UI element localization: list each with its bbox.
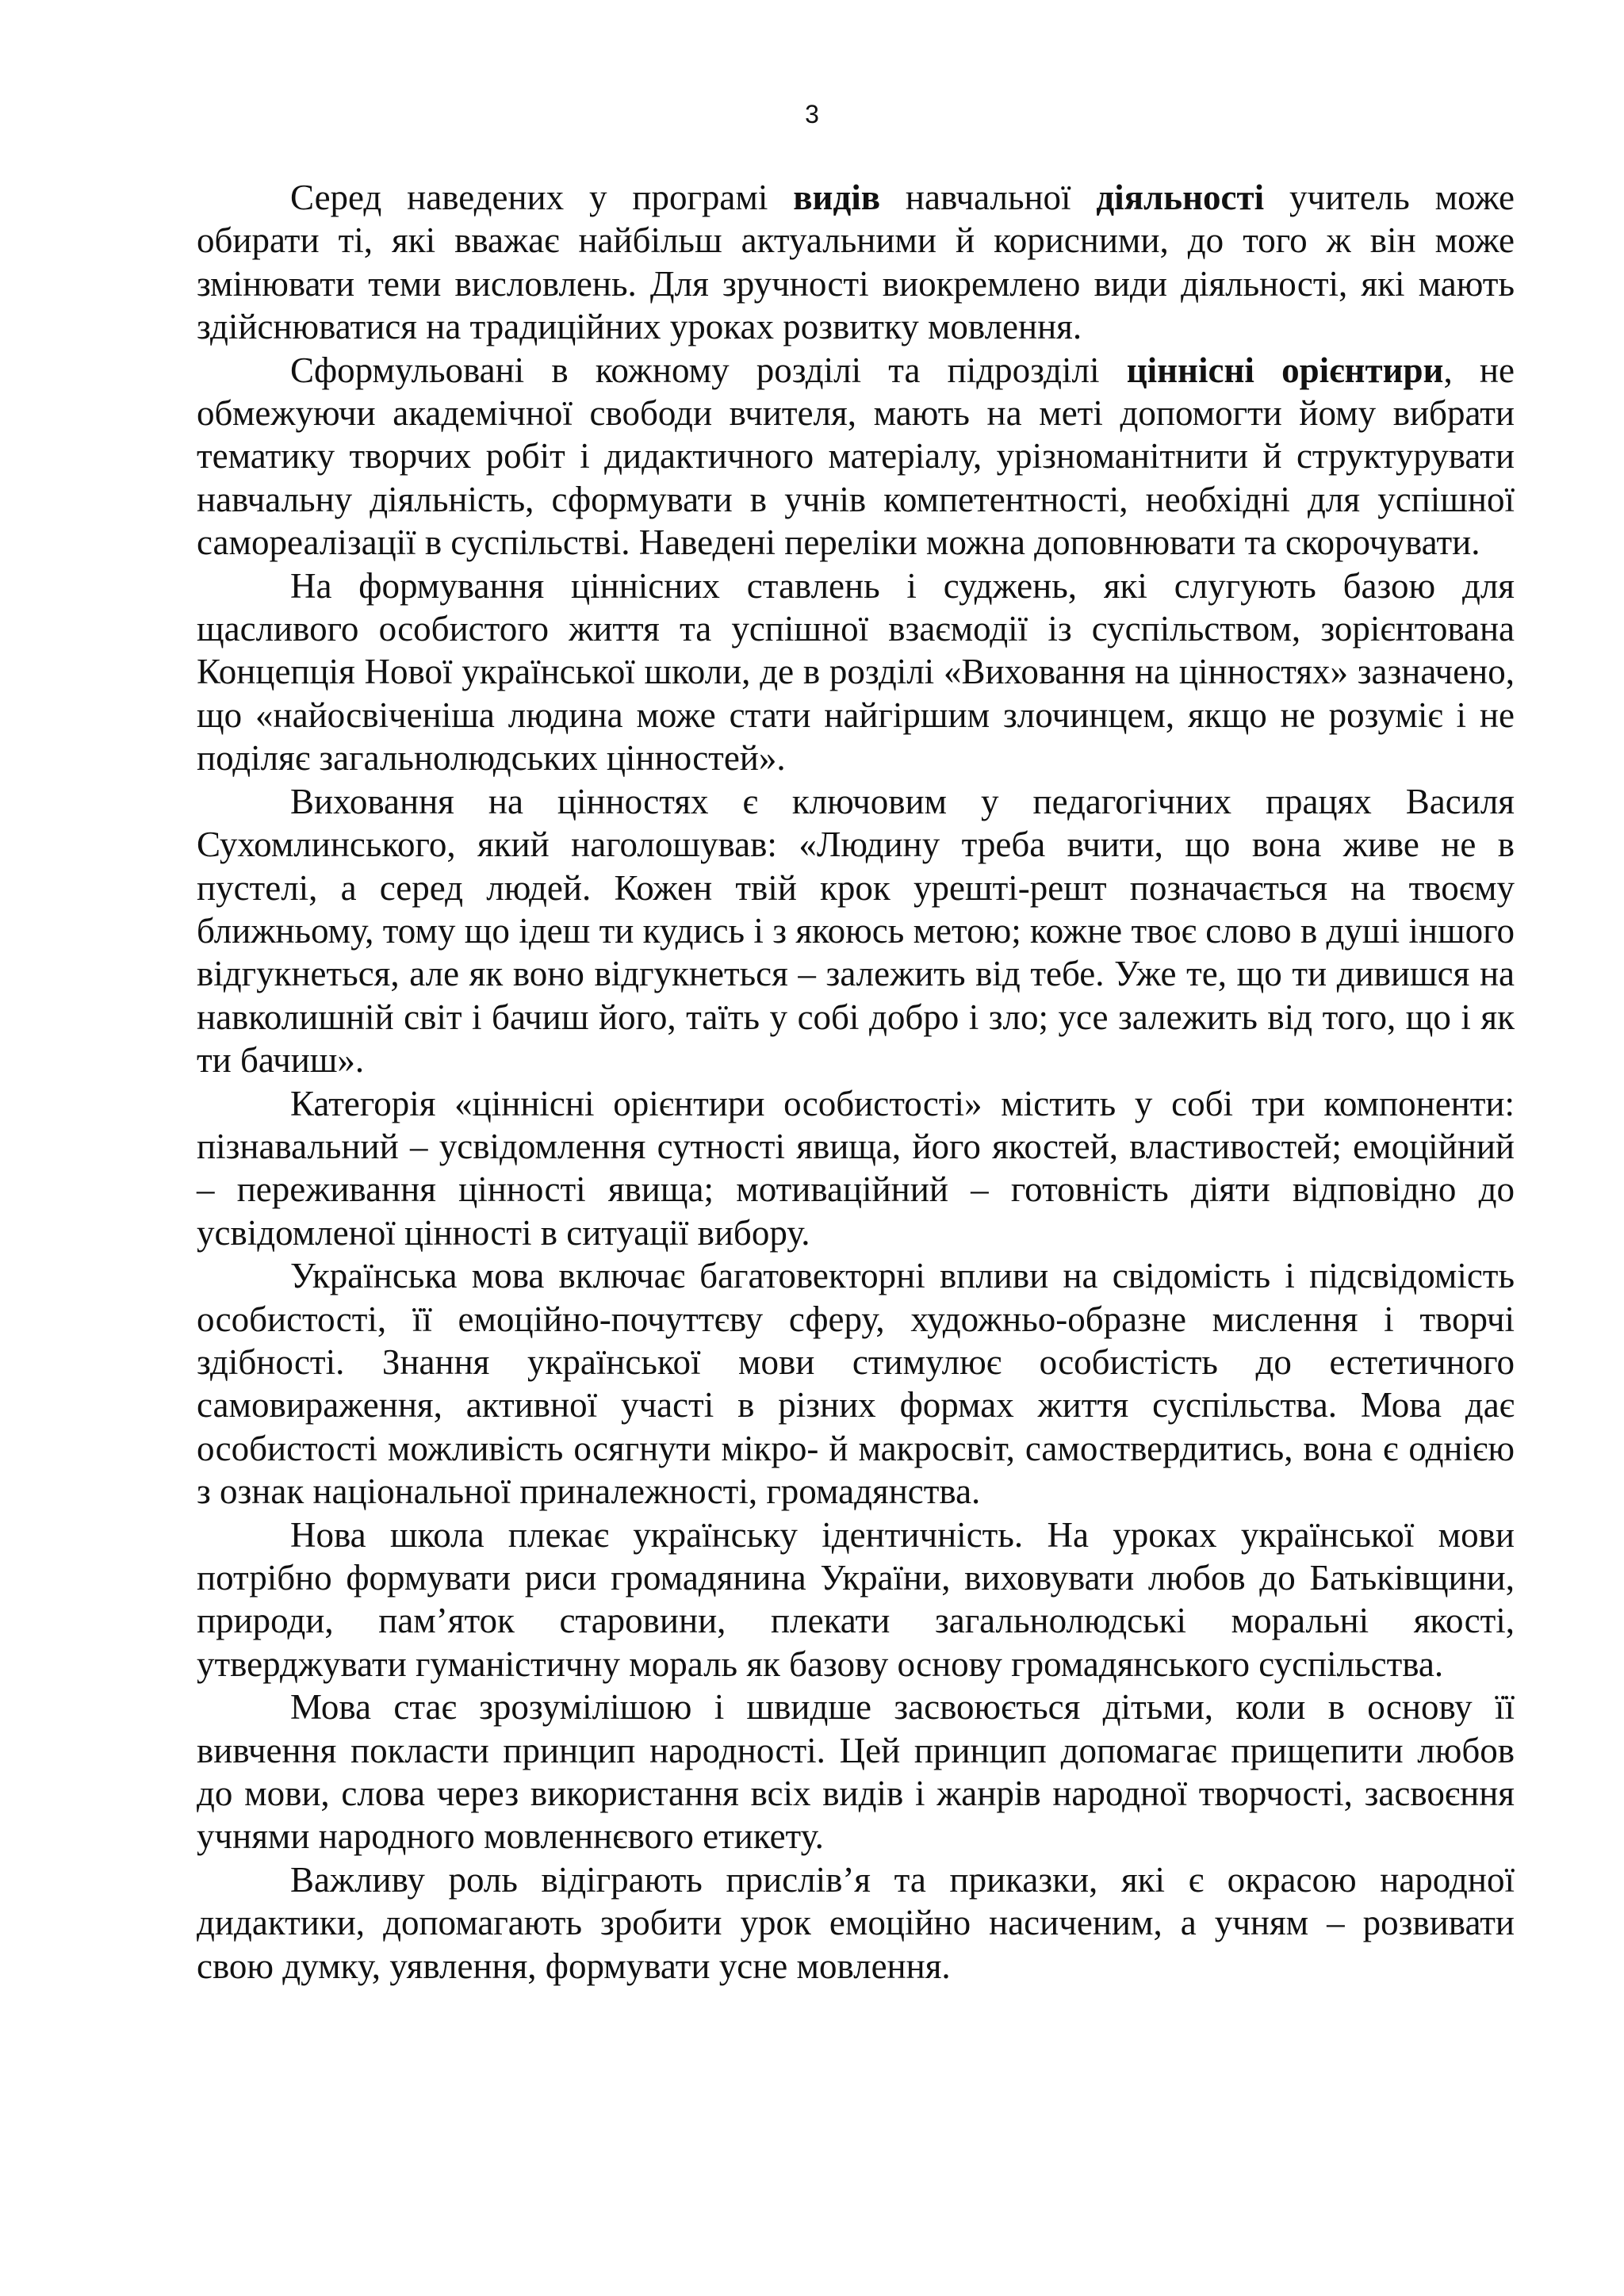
- paragraph-5: Категорія «ціннісні орієнтири особистості» містить у собі три компоненти: пізнавальний – усвідомлення сутності явища, його якостей, властивостей; емоційний – переживання цінності явища; мотиваційний – готовність діяти відповідно до усвідомленої цінності в ситуації вибору.: [197, 1083, 1515, 1253]
- page-number: 3: [805, 100, 819, 128]
- bold-term-activity-types: видів: [793, 178, 881, 217]
- paragraph-1: [197, 176, 1515, 349]
- paragraph-8: Мова стає зрозумілішою і швидше засвоюється дітьми, коли в основу її вивчення покласти принцип народності. Цей принцип допомагає прищепити любов до мови, слова через використання всіх видів і жанрів народної творчості, засвоєння учнями народного мовленнєвого етикету.: [197, 1687, 1515, 1857]
- paragraph-2-text-start: Сформульовані в кожному розділі та підрозділі: [290, 350, 1127, 390]
- paragraph-1-text-start: Серед наведених у програмі: [290, 178, 794, 217]
- paragraph-2-text-end: , не обмежуючи академічної свободи вчителя, мають на меті допомогти йому вибрати тематику творчих робіт і дидактичного матеріалу, урізноманітнити й структурувати навчальну діяльність, сформувати в учнів компетентності, необхідні для успішної самореалізації в суспільстві. Наведені переліки можна доповнювати та скорочувати.: [197, 350, 1515, 563]
- paragraph-1-text-middle: навчальної: [880, 178, 1097, 217]
- paragraph-3: На формування ціннісних ставлень і суджень, які слугують базою для щасливого особистого життя та успішної взаємодії із суспільством, зорієнтована Концепція Нової української школи, де в розділі «Виховання на цінностях» зазначено, що «найосвіченіша людина може стати найгіршим злочинцем, якщо не розуміє і не поділяє загальнолюдських цінностей».: [197, 565, 1515, 779]
- paragraph-6: Українська мова включає багатовекторні впливи на свідомість і підсвідомість особистості, її емоційно-почуттєву сферу, художньо-образне мислення і творчі здібності. Знання української мови стимулює особистість до естетичного самовираження, активної участі в різних формах життя суспільства. Мова дає особистості можливість осягнути мікро- й макросвіт, самоствердитись, вона є однією з ознак національної приналежності, громадянства.: [197, 1256, 1515, 1512]
- paragraph-7: Нова школа плекає українську ідентичність. На уроках української мови потрібно формувати риси громадянина України, виховувати любов до Батьківщини, природи, пам’яток старовини, плекати загальнолюдські моральні якості, утверджувати гуманістичну мораль як базову основу громадянського суспільства.: [197, 1514, 1515, 1684]
- paragraph-4: Виховання на цінностях є ключовим у педагогічних працях Василя Сухомлинського, який наголошував: «Людину треба вчити, що вона живе не в пустелі, а серед людей. Кожен твій крок урешті-решт позначається на твоєму ближньому, тому що ідеш ти кудись і з якоюсь метою; кожне твоє слово в душі іншого відгукнеться, але як воно відгукнеться – залежить від тебе. Уже те, що ти дивишся на навколишній світ і бачиш його, таїть у собі добро і зло; усе залежить від того, що і як ти бачиш».: [197, 781, 1515, 1081]
- bold-term-activity: діяльності: [1096, 178, 1265, 217]
- document-body: [197, 176, 1515, 1988]
- bold-term-value-orientations: ціннісні орієнтири: [1126, 350, 1444, 390]
- paragraph-1-text-end: учитель може обирати ті, які вважає найбільш актуальними й корисними, до того ж він може змінювати теми висловлень. Для зручності виокремлено види діяльності, які мають здійснюватися на традиційних уроках розвитку мовлення.: [197, 178, 1515, 347]
- paragraph-9: Важливу роль відіграють прислів’я та приказки, які є окрасою народної дидактики, допомагають зробити урок емоційно насиченим, а учням – розвивати свою думку, уявлення, формувати усне мовлення.: [197, 1859, 1515, 1986]
- paragraph-2: [197, 349, 1515, 564]
